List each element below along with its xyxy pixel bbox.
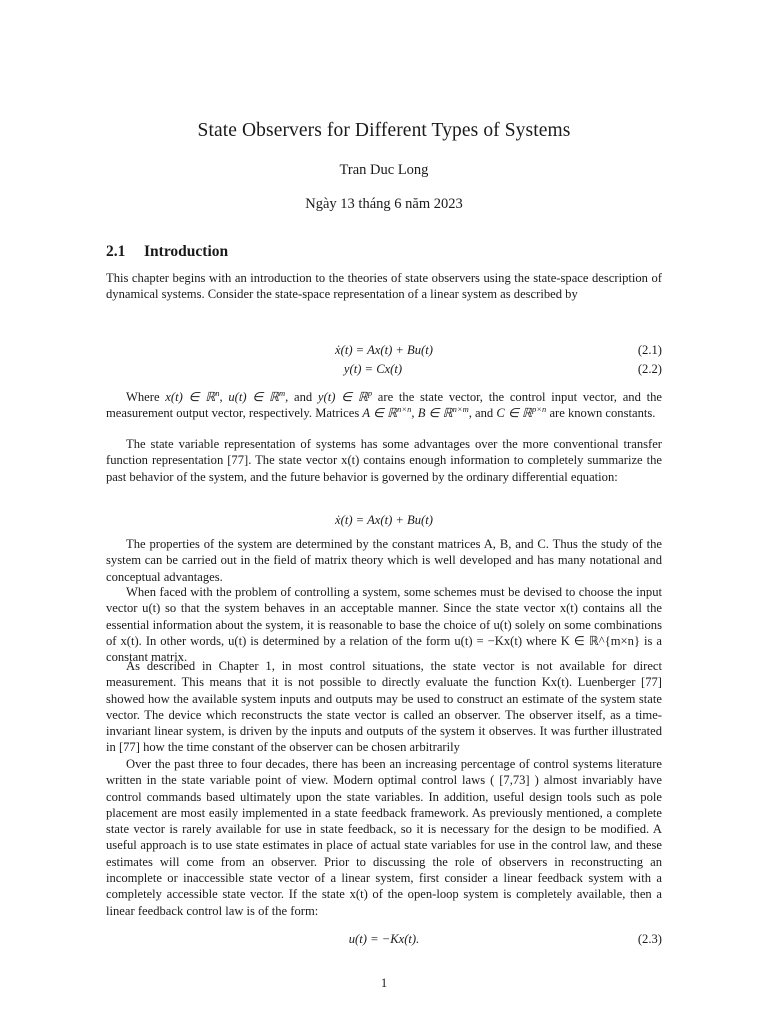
- paragraph-1: This chapter begins with an introduction to the theories of state observers using the state-space description of dynamical systems. Consider the state-space representation of a linear system as described by: [106, 271, 662, 302]
- paper-page: [106, 0, 662, 1024]
- paragraph-4: The properties of the system are determined by the constant matrices A, B, and C. Thus the study of the system can be carried out in the field of matrix theory which is well developed and has many notational and conceptual advantages.: [106, 537, 662, 584]
- equation-number: (2.1): [637, 343, 662, 357]
- paragraph-6: As described in Chapter 1, in most control situations, the state vector is not available for direct measurement. This means that it is not possible to directly evaluate the function Kx(t). Luenberger [77] showed how the available system inputs and outputs may be used to construct an estimate of the system state vector. The device which reconstructs the state vector is called an observer. The observer itself, as a time-invariant linear system, is driven by the inputs and outputs of the system it observes. It was further illustrated in [77] how the time constant of the observer can be chosen arbitrarily: [106, 659, 662, 755]
- paper-title: State Observers for Different Types of Systems: [197, 120, 571, 141]
- equation-body: ẋ(t) = Ax(t) + Bu(t): [335, 513, 433, 527]
- equation-2-2: [106, 362, 662, 380]
- paragraph-5: When faced with the problem of controlling a system, some schemes must be devised to choose the input vector u(t) so that the system behaves in an acceptable manner. Since the state vector x(t) contains all the essential information about the system, it is reasonable to base the choice of u(t) solely on some combinations of x(t). In other words, u(t) is determined by a relation of the form u(t) = −Kx(t) where K ∈ ℝ^{m×n} is a constant matrix.: [106, 585, 662, 665]
- equation-number: (2.2): [637, 362, 662, 376]
- paragraph-7: Over the past three to four decades, there has been an increasing percentage of control systems literature written in the state variable point of view. Modern optimal control laws ( [7,73] ) almost invariably have control commands based ultimately upon the state variables. In addition, useful design tools such as pole placement are most easily implemented in a state feedback framework. As previously mentioned, a complete state vector is rarely available for use in state feedback, so it is necessary for the design to be modified. A useful approach is to use state estimates in place of actual state variables for use in the control law, and these estimates will come from an observer. Prior to discussing the role of observers in reconstructing an incomplete or inaccessible state vector of a linear system, first consider a linear feedback system with a completely accessible state vector. If the state x(t) of the open-loop system is completely available, then a linear feedback control law is of the form:: [106, 757, 662, 918]
- author: Tran Duc Long: [339, 162, 429, 178]
- equation-body: ẋ(t) = Ax(t) + Bu(t): [335, 343, 433, 357]
- equation-unnumbered: [106, 513, 662, 531]
- section-title: Introduction: [144, 243, 229, 260]
- section-number: 2.1: [106, 243, 126, 260]
- paragraph-2: Where x(t) ∈ ℝ$^n$, u(t) ∈ ℝ$^m$, and y(t) ∈ ℝ$^p$ are the state vector, the control input vector, and the measurement output vector, respectively. Matrices A ∈ ℝ$^{n\times n}$, B ∈ ℝ$^{n\times m}$, and C ∈ ℝ$^{p\times n}$ are known constants.: [106, 388, 663, 421]
- date: Ngày 13 tháng 6 năm 2023: [305, 196, 463, 212]
- equation-2-1: [106, 343, 662, 361]
- equation-2-3: [106, 932, 662, 950]
- page-number: 1: [380, 976, 388, 990]
- equation-body: u(t) = −Kx(t).: [348, 932, 420, 946]
- equation-body: y(t) = Cx(t): [343, 362, 403, 376]
- paragraph-3: The state variable representation of systems has some advantages over the more conventional transfer function representation [77]. The state vector x(t) contains enough information to completely summarize the past behavior of the system, and the future behavior is governed by the ordinary differential equation:: [106, 437, 662, 484]
- section-heading: [106, 243, 228, 261]
- equation-number: (2.3): [637, 932, 662, 946]
